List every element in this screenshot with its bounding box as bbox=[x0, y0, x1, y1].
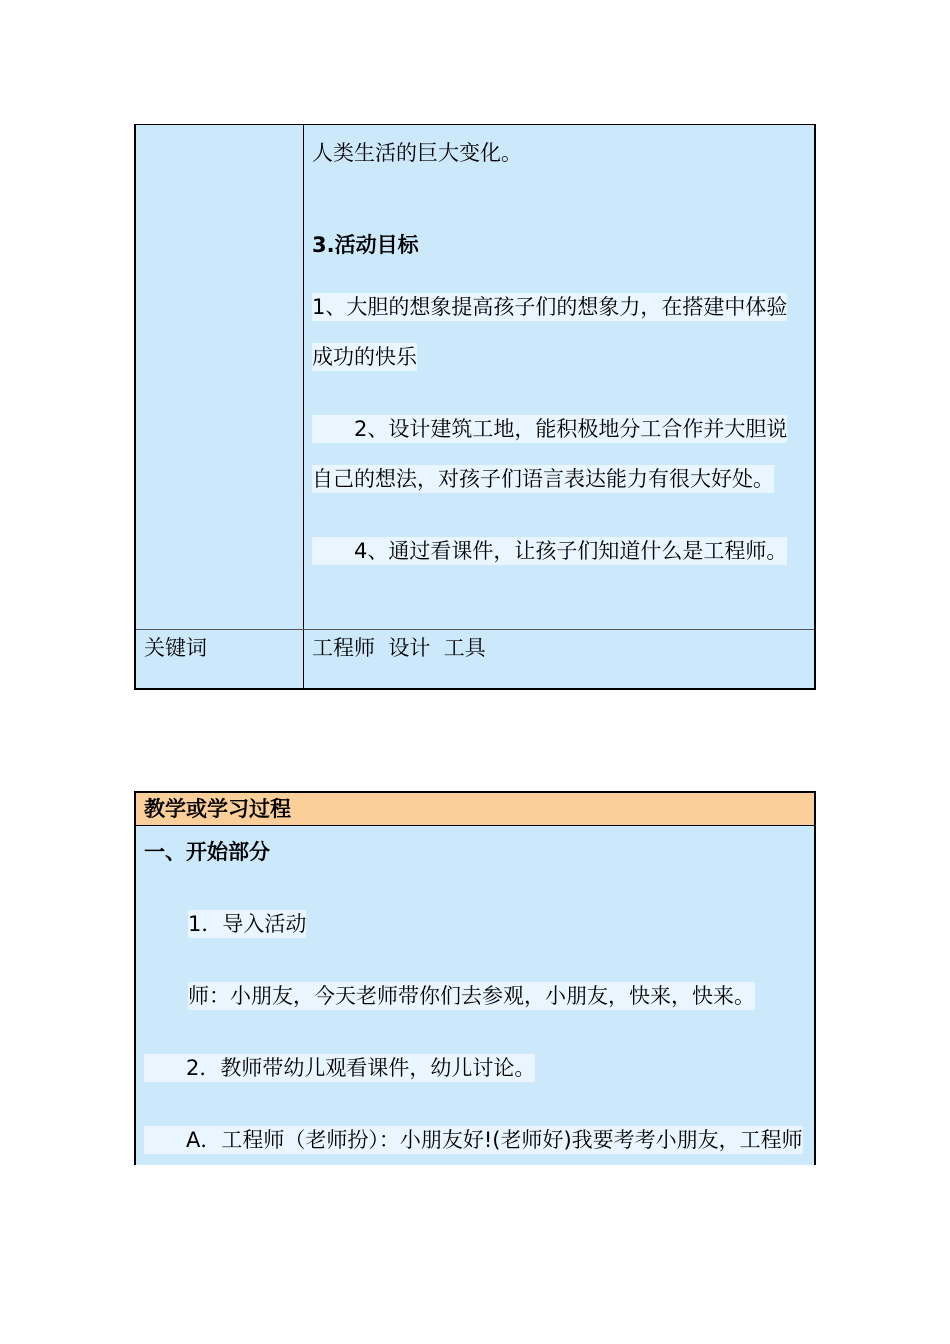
process-table bbox=[134, 791, 816, 1165]
goal2-line2: 自己的想法，对孩子们语言表达能力有很大好处。 bbox=[312, 467, 774, 491]
goal2-line1: 2、设计建筑工地，能积极地分工合作并大胆说 bbox=[312, 415, 787, 443]
keywords-value: 工程师 设计 工具 bbox=[312, 636, 486, 660]
process-header: 教学或学习过程 bbox=[144, 797, 291, 821]
objectives-table bbox=[134, 124, 816, 690]
label-cell-empty bbox=[136, 125, 303, 629]
goals-heading: 3.活动目标 bbox=[312, 233, 419, 257]
intro-tail-text: 人类生活的巨大变化。 bbox=[312, 141, 522, 165]
teacher-line: 师：小朋友，今天老师带你们去参观，小朋友，快来，快来。 bbox=[188, 984, 755, 1008]
step1-text: 1．导入活动 bbox=[188, 912, 307, 936]
goal4-line: 4、通过看课件，让孩子们知道什么是工程师。 bbox=[312, 537, 787, 565]
process-body-cell bbox=[136, 826, 814, 1165]
goal1-line2: 成功的快乐 bbox=[312, 345, 417, 369]
stepA-text: A．工程师（老师扮）：小朋友好!(老师好)我要考考小朋友，工程师 bbox=[144, 1126, 803, 1154]
content-cell bbox=[304, 125, 814, 629]
process-header-cell bbox=[136, 793, 814, 826]
step2-text: 2．教师带幼儿观看课件，幼儿讨论。 bbox=[144, 1054, 535, 1082]
keywords-value-cell bbox=[304, 630, 814, 688]
column-divider bbox=[303, 125, 304, 688]
keywords-label-cell bbox=[136, 630, 303, 688]
keywords-label: 关键词 bbox=[144, 636, 207, 660]
section1-heading: 一、开始部分 bbox=[144, 840, 270, 864]
goal1-line1: 1、大胆的想象提高孩子们的想象力，在搭建中体验 bbox=[312, 295, 788, 319]
